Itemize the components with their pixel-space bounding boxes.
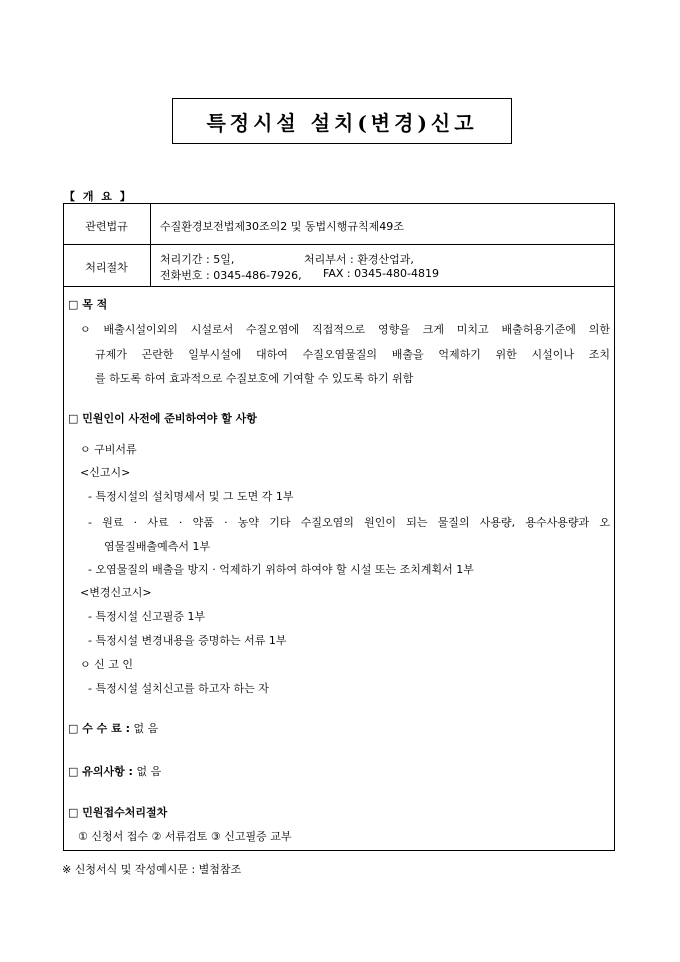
overview-header: 【 개 요 】: [64, 190, 133, 203]
list-item: - 특정시설 변경내용을 증명하는 서류 1부: [88, 634, 287, 647]
law-value: 수질환경보전법제30조의2 및 동법시행규칙제49조: [160, 220, 404, 233]
document-title: 특정시설 설치(변경)신고: [172, 98, 512, 144]
list-item: 염물질배출예측서 1부: [104, 540, 211, 553]
prep-heading: □ 민원인이 사전에 준비하여야 할 사항: [68, 412, 257, 425]
purpose-line: ㅇ 배출시설이외의 시설로서 수질오염에 직접적으로 영향을 크게 미치고 배출허용기준에 의한: [80, 323, 610, 336]
processing-period: 처리기간 : 5일,: [160, 253, 235, 266]
report-label: <신고시>: [80, 466, 131, 479]
list-item: - 특정시설의 설치명세서 및 그 도면 각 1부: [88, 490, 294, 503]
notes-label: □ 유의사항 :: [68, 765, 133, 778]
list-item: - 원료 · 사료 · 약품 · 농약 기타 수질오염의 원인이 되는 물질의 사용량, 용수사용량과 오: [88, 516, 610, 529]
fee-value: 없 음: [133, 722, 159, 735]
table-divider: [150, 203, 151, 287]
fax-number: FAX : 0345-480-4819: [323, 267, 439, 280]
list-item: - 오염물질의 배출을 방지 · 억제하기 위하여 하여야 할 시설 또는 조치계획서 1부: [88, 563, 474, 576]
purpose-heading: □ 목 적: [68, 298, 108, 311]
law-label: 관련법규: [85, 220, 128, 233]
change-label: <변경신고시>: [80, 586, 152, 599]
process-heading: □ 민원접수처리절차: [68, 806, 168, 819]
applicant-label: ㅇ 신 고 인: [80, 658, 133, 671]
notes-row: [68, 763, 161, 779]
fee-label: □ 수 수 료 :: [68, 722, 130, 735]
list-item: - 특정시설 설치신고를 하고자 하는 자: [88, 682, 269, 695]
processing-dept: 처리부서 : 환경산업과,: [304, 253, 414, 266]
procedure-label: 처리절차: [85, 261, 128, 274]
notes-value: 없 음: [136, 765, 162, 778]
fee-row: [68, 720, 158, 736]
purpose-line: 규제가 곤란한 일부시설에 대하여 수질오염물질의 배출을 억제하기 위한 시설이나 조치: [95, 348, 610, 361]
phone-number: 전화번호 : 0345-486-7926,: [160, 269, 302, 282]
footer-note: ※ 신청서식 및 작성예시문 : 별첨참조: [62, 863, 242, 876]
purpose-line: 를 하도록 하여 효과적으로 수질보호에 기여할 수 있도록 하기 위함: [95, 372, 414, 385]
docs-label: ㅇ 구비서류: [80, 443, 137, 456]
process-steps: ① 신청서 접수 ② 서류검토 ③ 신고필증 교부: [78, 830, 292, 843]
list-item: - 특정시설 신고필증 1부: [88, 610, 206, 623]
